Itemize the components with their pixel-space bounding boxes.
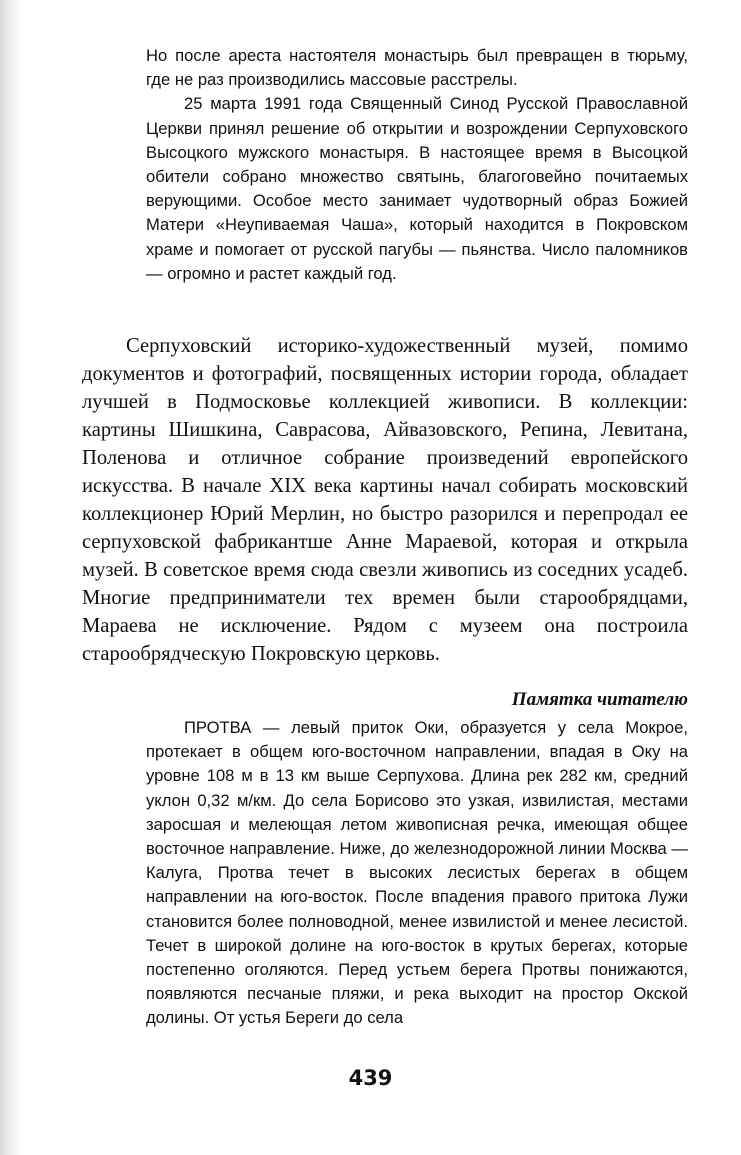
museum-paragraph: Серпуховский историко-художественный музей, помимо документов и фотографий, посвященных истории города, обладает лучшей в Подмосковье коллекцией живописи. В коллекции: картины Шишкина, Саврасова, Айвазовского, Репина, Левитана, Поленова и отличное собрание произведений европейского искусства. В начале XIX века картины начал собирать московский коллекционер Юрий Мерлин, но быстро разорился и перепродал ее серпуховской фабрикантше Анне Мараевой, которая и открыла музей. В советское время сюда свезли живопись из соседних усадеб. Многие предприниматели тех времен были старообрядцами, Мараева не исключение. Рядом с музеем она построила старообрядческую Покровскую церковь. bbox=[82, 335, 688, 665]
memo-heading: Памятка читателю bbox=[511, 689, 688, 710]
museum-text-block bbox=[82, 332, 688, 668]
monastery-paragraph-2: 25 марта 1991 года Священный Синод Русской Православной Церкви принял решение об открытии и возрождении Серпуховского Высоцкого мужского монастыря. В настоящее время в Высоцкой обители собрано множество святынь, благоговейно почитаемых верующими. Особое место занимает чудотворный образ Божией Матери «Неупиваемая Чаша», который находится в Покровском храме и помогает от русской пагубы — пьянства. Число паломников — огромно и растет каждый год. bbox=[146, 94, 688, 283]
memo-text-block bbox=[146, 716, 688, 1031]
scan-edge-shadow bbox=[0, 0, 22, 1155]
monastery-text-block bbox=[146, 44, 688, 286]
memo-paragraph: ПРОТВА — левый приток Оки, образуется у села Мокрое, протекает в общем юго-восточном направлении, впадая в Оку на уровне 108 м в 13 км выше Серпухова. Длина рек 282 км, средний уклон 0,32 м/км. До села Борисово это узкая, извилистая, местами заросшая и мелеющая летом живописная речка, имеющая общее восточное направление. Ниже, до железнодорожной линии Москва — Калуга, Протва течет в высоких лесистых берегах в общем направлении на юго-восток. После впадения правого притока Лужи становится более полноводной, менее извилистой и менее лесистой. Течет в широкой долине на юго-восток в крутых берегах, которые постепенно оголяются. Перед устьем берега Протвы понижаются, появляются песчаные пляжи, и река выходит на простор Окской долины. От устья Береги до села bbox=[146, 718, 688, 1028]
monastery-paragraph-1: Но после ареста настоятеля монастырь был превращен в тюрьму, где не раз производились массовые расстрелы. bbox=[146, 46, 688, 90]
page-number: 439 bbox=[348, 1066, 393, 1090]
